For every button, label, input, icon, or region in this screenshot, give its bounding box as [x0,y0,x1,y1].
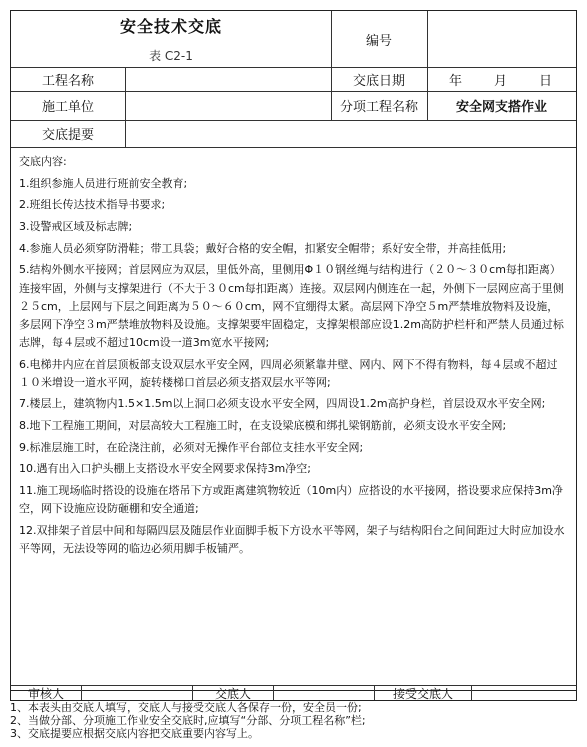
content-item: 10.遇有出入口护头棚上支搭设水平安全网要求保持3m净空; [19,462,311,476]
form-notes [10,701,577,740]
company-row [11,91,576,121]
subproject-label: 分项工程名称 [339,100,418,115]
disclosure-content [11,147,576,693]
project-value-cell [125,67,332,91]
form-number: 表 C2-1 [149,49,193,63]
date-label-cell [331,67,428,91]
discloser-label: 交底人 [214,686,251,701]
title-cell [11,11,332,67]
note-line: 2、当做分部、分项施工作业安全交底时,应填写“分部、分项工程名称”栏; [10,714,366,727]
discloser-label-cell [193,686,274,700]
content-item: 11.施工现场临时搭设的设施在塔吊下方或距离建筑物较近（10m内）应搭设的水平接网，搭设要求应保持3m净空，网下设施应设防砸棚和安全通道; [19,484,563,516]
subproject-value: 安全网支搭作业 [455,100,547,115]
number-label-cell [331,11,428,67]
company-value-cell [125,91,332,120]
content-item: 8.地下工程施工期间，对层高较大工程施工时，在支设梁底模和绑扎梁钢筋前，必须支设水平安全网; [19,418,507,432]
note-line: 3、交底提要应根据交底内容把交底重要内容写上。 [10,727,259,740]
content-heading: 交底内容: [19,155,67,168]
content-item: 5.结构外侧水平接网；首层网应为双层，里低外高，里侧用Φ１０钢丝绳与结构进行（２０～３０cm每扣距离）连接牢固，外侧与支撑架进行（不大于３０cm每扣距离）连接。双层网内侧连在一起，外侧下一层网应高于里侧２５cm，上层网与下层之间距离为５０～６０cm，网不宜绷得太紧。高层网下净空５m严禁堆放物料及设施，多层网下净空３m严禁堆放物料及设施。支撑架要牢固稳定，支撑架根部应设1.2m高防护栏杆和严禁人员通过标志牌，每４层或不超过10cm设一道3m宽水平接网; [19,263,564,349]
summary-row [11,120,576,148]
reviewer-sign-cell [82,686,193,700]
content-item: 3.设警戒区域及标志牌; [19,220,133,234]
date-value-cell [427,67,576,91]
summary-label-cell [11,120,126,147]
discloser-sign-cell [274,686,375,700]
project-row [11,67,576,92]
content-item: 1.组织参施人员进行班前安全教育; [19,176,188,190]
content-item: 12.双排架子首层中间和每隔四层及随层作业面脚手板下方设水平等网，架子与结构阳台之间间距过大时应加设水平等网，无法设等网的临边必须用脚手板铺严。 [19,523,565,555]
reviewer-label: 审核人 [27,686,64,701]
subproject-value-cell [427,91,576,120]
content-item: 2.班组长传达技术指导书要求; [19,198,166,212]
summary-value-cell [125,120,576,147]
project-name-label: 工程名称 [41,73,94,89]
company-label: 施工单位 [41,100,94,115]
header-row [11,11,576,68]
company-label-cell [11,91,126,120]
date-value: 年 月 日 [448,73,554,89]
signature-row [10,685,577,701]
number-label: 编号 [365,33,392,49]
number-value-cell [427,11,576,67]
content-item: 6.电梯井内应在首层顶板部支设双层水平安全网，四周必须紧靠井壁、网内、网下不得有物料，每４层或不超过１０米增设一道水平网，旋转楼梯口首层必须支搭双层水平等网; [19,357,558,389]
summary-label: 交底提要 [41,128,94,143]
content-item: 9.标准层施工时，在砼浇注前，必须对无操作平台部位支挂水平安全网; [19,440,364,454]
content-item: 7.楼层上，建筑物内1.5×1.5m以上洞口必须支设水平安全网，四周设1.2m高护身栏，首层设双水平安全网; [19,397,546,411]
form-title: 安全技术交底 [119,17,222,36]
subproject-label-cell [331,91,428,120]
receiver-sign-cell [472,686,576,700]
content-item: 4.参施人员必须穿防滑鞋；带工具袋；戴好合格的安全帽，扣紧安全帽带；系好安全带，并高挂低用; [19,241,507,255]
note-line: 1、本表头由交底人填写，交底人与接受交底人各保存一份，安全员一份; [10,701,362,714]
receiver-label-cell [375,686,472,700]
disclosure-form [10,10,577,691]
date-label: 交底日期 [352,73,405,89]
project-label-cell [11,67,126,91]
reviewer-label-cell [11,686,82,700]
receiver-label: 接受交底人 [392,686,453,701]
